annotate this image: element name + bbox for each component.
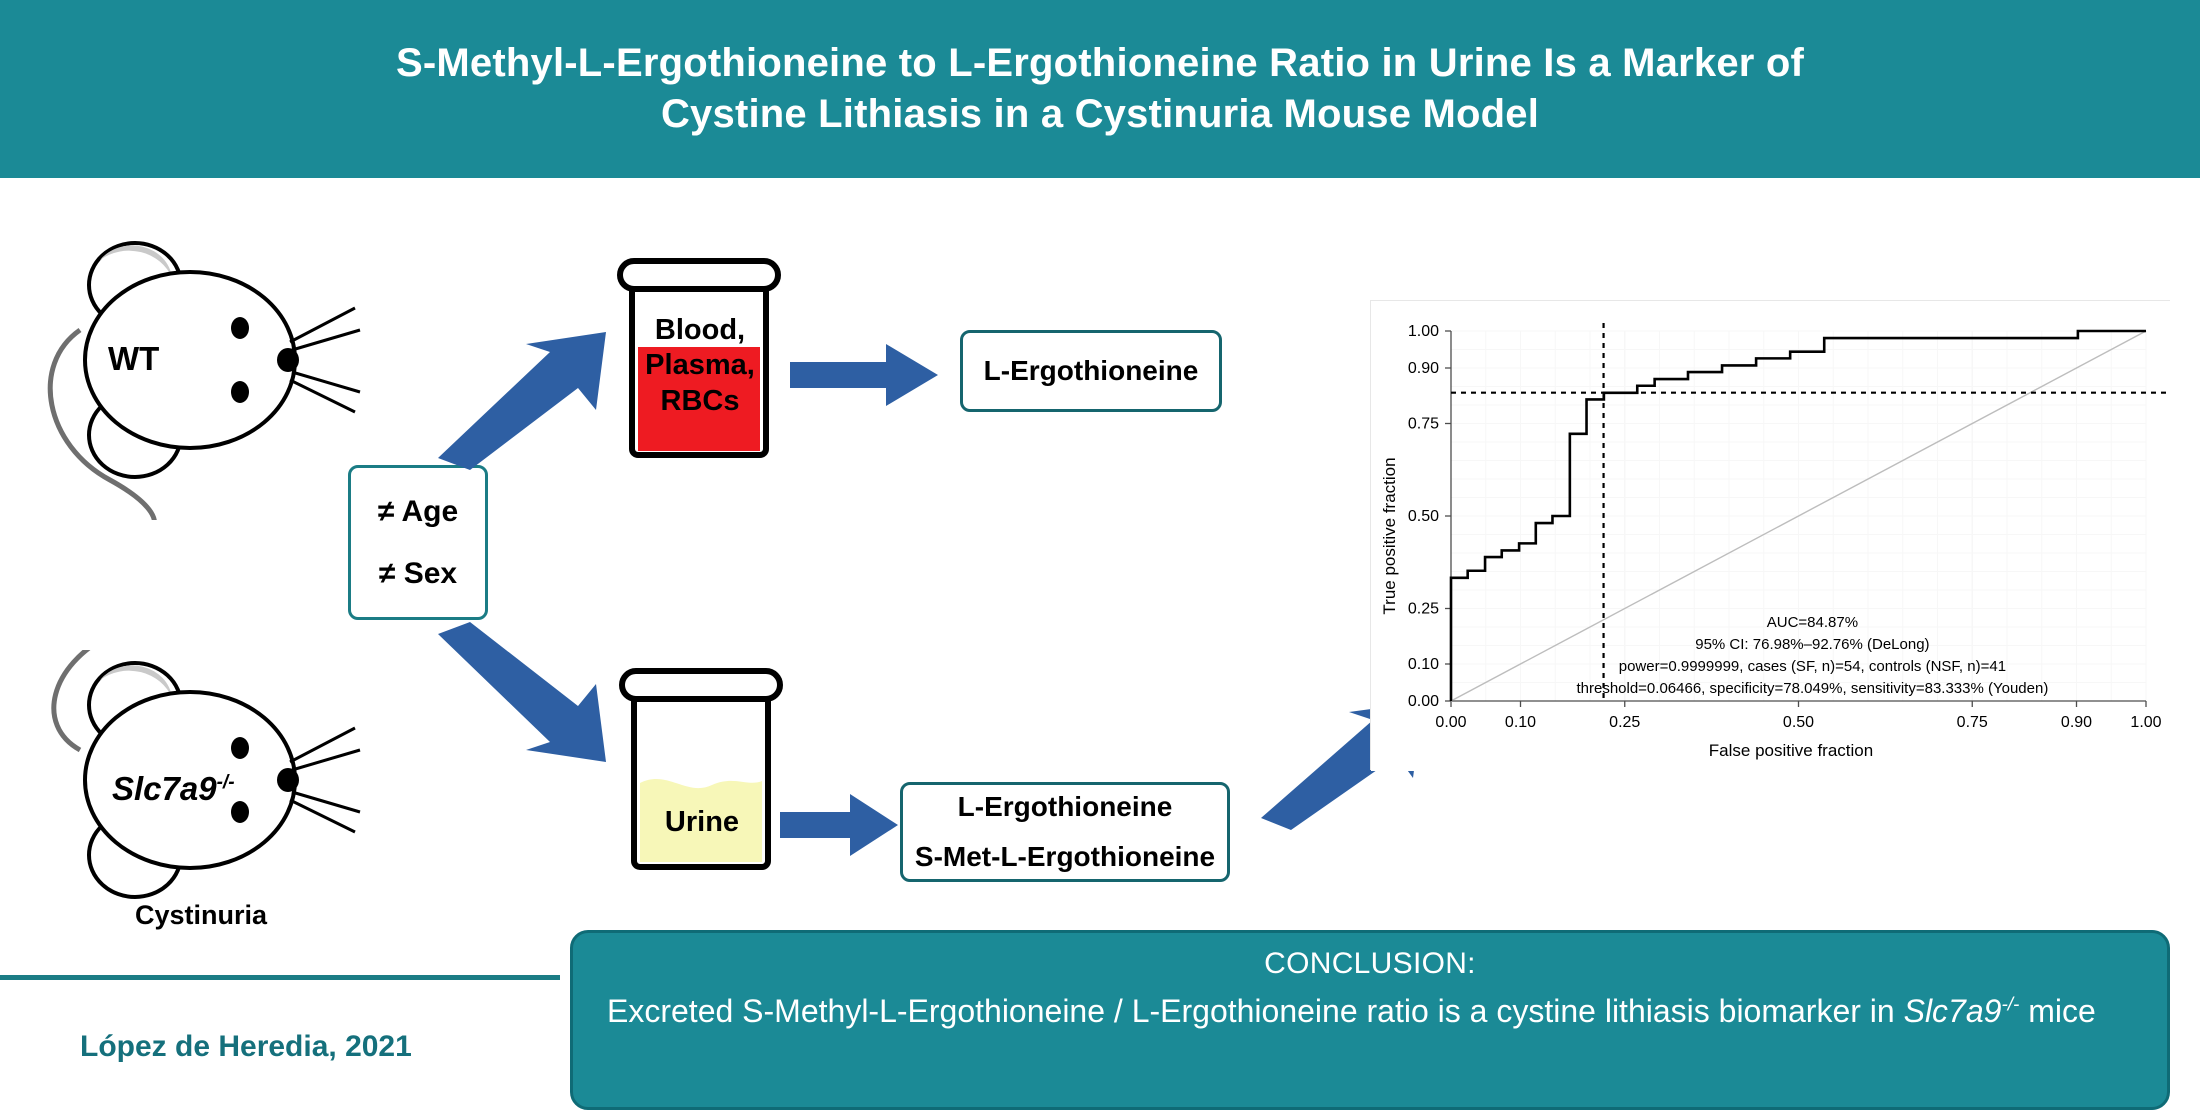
arrow-wt-to-blood [430, 330, 630, 470]
svg-text:power=0.9999999, cases (SF, n): power=0.9999999, cases (SF, n)=54, controls (NSF, n)=41 [1618, 658, 2007, 675]
conclusion-strain-superscript: -/- [2001, 994, 2020, 1016]
svg-text:0.50: 0.50 [1407, 508, 1439, 525]
roc-chart-panel [1370, 300, 2170, 770]
svg-text:0.90: 0.90 [1407, 360, 1439, 377]
mouse-ko-label [112, 770, 235, 808]
svg-text:0.25: 0.25 [1609, 714, 1641, 731]
svg-text:1.00: 1.00 [2130, 714, 2162, 731]
urine-tube [612, 665, 792, 880]
blood-tube-line1: Blood, [654, 314, 746, 346]
urine-result-box [900, 782, 1230, 882]
blood-tube [610, 255, 790, 465]
page-title [396, 38, 1804, 140]
roc-y-axis-label: True positive fraction [1380, 457, 1399, 615]
arrow-ko-to-urine [430, 620, 630, 770]
page-title-line1: S-Methyl-L-Ergothioneine to L-Ergothioneine Ratio in Urine Is a Marker of [396, 40, 1804, 85]
svg-text:0.00: 0.00 [1407, 693, 1439, 710]
urine-result-item-1: S-Met-L-Ergothioneine [914, 841, 1216, 872]
svg-text:0.50: 0.50 [1782, 714, 1815, 731]
conclusion-text [607, 991, 2133, 1033]
mouse-ko-caption: Cystinuria [135, 900, 268, 930]
conclusion-box [570, 930, 2170, 1110]
svg-text:1.00: 1.00 [1407, 323, 1439, 340]
variables-box [348, 465, 488, 620]
roc-chart [1371, 301, 2171, 771]
svg-text:0.10: 0.10 [1407, 656, 1439, 673]
arrow-urine-to-result [780, 790, 900, 860]
svg-text:0.25: 0.25 [1407, 600, 1439, 618]
page-title-line2: Cystine Lithiasis in a Cystinuria Mouse Model [660, 92, 1540, 136]
svg-text:0.75: 0.75 [1956, 714, 1988, 731]
svg-text:0.90: 0.90 [2060, 714, 2093, 731]
svg-text:95% CI: 76.98%‒92.76% (DeLong): 95% CI: 76.98%‒92.76% (DeLong) [1695, 636, 1930, 653]
svg-text:0.10: 0.10 [1504, 714, 1537, 731]
conclusion-text-part1: Excreted S-Methyl-L-Ergothioneine / L-Ergothioneine ratio is a cystine lithiasis biomarker in [607, 993, 1904, 1029]
blood-tube-line2: Plasma, [645, 349, 755, 382]
mouse-ko-gene: Slc7a9 [112, 770, 217, 807]
title-banner [0, 0, 2200, 178]
mouse-wt-label: WT [108, 340, 160, 377]
blood-result-item-0: L-Ergothioneine [983, 355, 1199, 386]
blood-tube-label [610, 313, 790, 419]
blood-result-box [960, 330, 1222, 412]
conclusion-heading: CONCLUSION: [1264, 947, 1476, 980]
conclusion-text-part2: mice [2019, 993, 2096, 1029]
conclusion-strain: Slc7a9 [1903, 993, 2002, 1029]
mouse-ko-superscript: -/- [216, 772, 235, 793]
blood-tube-line3: RBCs [660, 384, 740, 417]
variable-age: ≠ Age [377, 494, 459, 528]
footer-divider [0, 975, 560, 980]
urine-tube-label: Urine [664, 806, 740, 838]
svg-text:AUC=84.87%: AUC=84.87% [1766, 614, 1859, 631]
arrow-blood-to-result [790, 340, 940, 410]
variable-sex: ≠ Sex [378, 556, 458, 590]
urine-result-item-0: L-Ergothioneine [957, 791, 1173, 822]
svg-text:0.75: 0.75 [1407, 415, 1439, 433]
svg-text:0.00: 0.00 [1435, 714, 1467, 731]
footer-citation: López de Heredia, 2021 [80, 1030, 412, 1063]
mouse-wt-illustration [40, 230, 370, 525]
svg-text:threshold=0.06466, specificity: threshold=0.06466, specificity=78.049%, sensitivity=83.333% (Youden) [1576, 680, 2049, 697]
roc-x-axis-label: False positive fraction [1708, 741, 1874, 760]
